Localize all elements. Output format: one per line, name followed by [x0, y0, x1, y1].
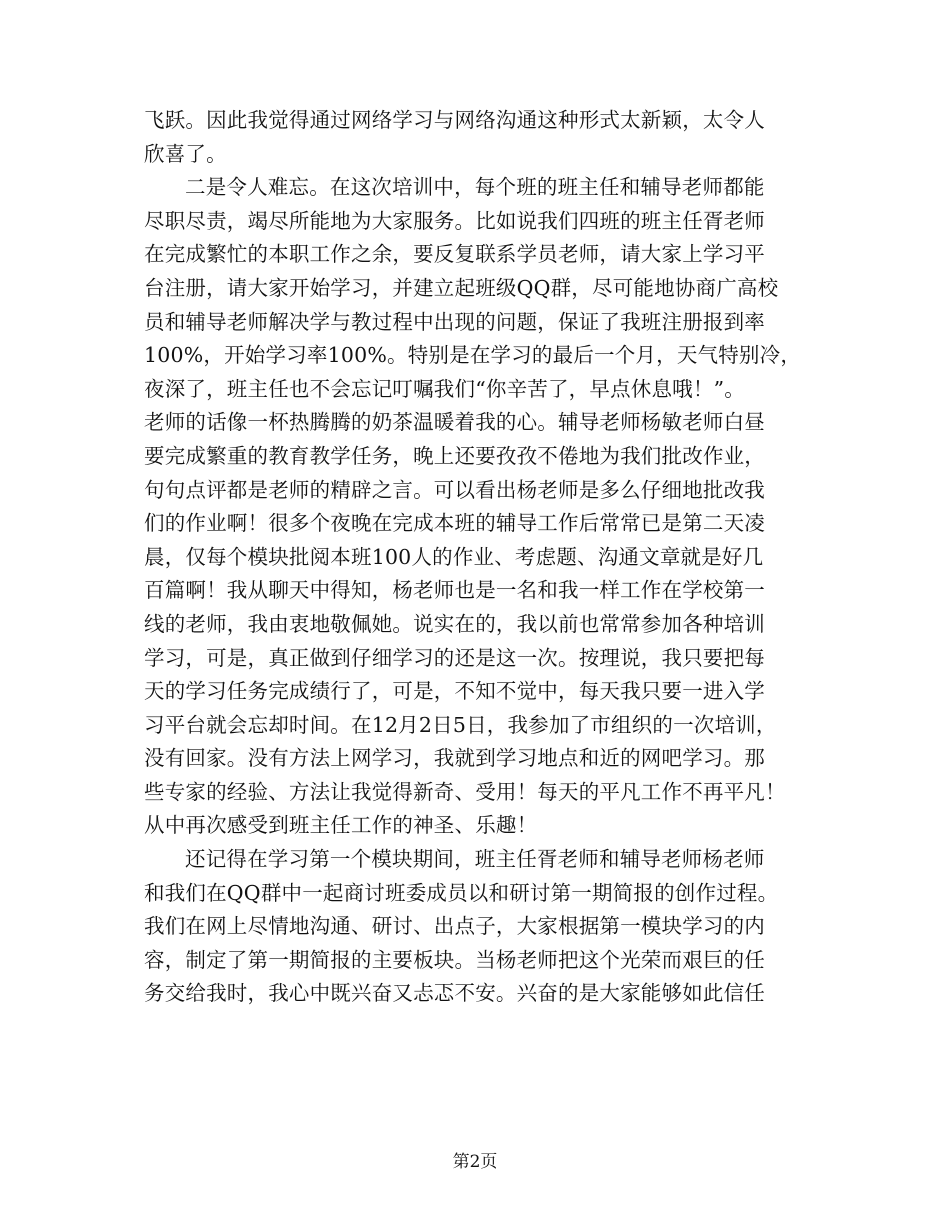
text-line: 晨，仅每个模块批阅本班100人的作业、考虑题、沟通文章就是好几: [144, 544, 764, 569]
text-line: 句句点评都是老师的精辟之言。可以看出杨老师是多么仔细地批改我: [144, 477, 765, 502]
text-line: 飞跃。因此我觉得通过网络学习与网络沟通这种形式太新颖，太令人: [144, 108, 765, 132]
text-line: 夜深了，班主任也不会忘记叮嘱我们“你辛苦了，早点休息哦！”。: [144, 376, 745, 401]
text-line: 容，制定了第一期简报的主要板块。当杨老师把这个光荣而艰巨的任: [144, 947, 765, 972]
text-line: 台注册，请大家开始学习，并建立起班级QQ群，尽可能地协商广高校: [144, 275, 779, 300]
text-line: 我们在网上尽情地沟通、研讨、出点子，大家根据第一模块学习的内: [144, 914, 765, 939]
text-line: 老师的话像一杯热腾腾的奶茶温暖着我的心。辅导老师杨敏老师白昼: [144, 410, 765, 435]
text-line: 习平台就会忘却时间。在12月2日5日，我参加了市组织的一次培训，: [144, 712, 777, 737]
text-line: 100%，开始学习率100%。特别是在学习的最后一个月，天气特别冷，: [144, 343, 802, 368]
text-line: 要完成繁重的教育教学任务，晚上还要孜孜不倦地为我们批改作业，: [144, 443, 765, 468]
text-line: 尽职尽责，竭尽所能地为大家服务。比如说我们四班的班主任胥老师: [144, 208, 765, 233]
text-line: 没有回家。没有方法上网学习，我就到学习地点和近的网吧学习。那: [144, 746, 765, 771]
text-line: 员和辅导老师解决学与教过程中出现的问题，保证了我班注册报到率: [144, 309, 765, 334]
text-line: 百篇啊！我从聊天中得知，杨老师也是一名和我一样工作在学校第一: [144, 578, 765, 603]
text-line: 在完成繁忙的本职工作之余，要反复联系学员老师，请大家上学习平: [144, 242, 765, 267]
text-line: 些专家的经验、方法让我觉得新奇、受用！每天的平凡工作不再平凡！: [144, 779, 786, 804]
text-line: 欣喜了。: [144, 141, 227, 166]
text-line: 学习，可是，真正做到仔细学习的还是这一次。按理说，我只要把每: [144, 645, 765, 670]
text-line: 务交给我时，我心中既兴奋又忐忑不安。兴奋的是大家能够如此信任: [144, 981, 765, 1006]
page-number: 第2页: [452, 1152, 498, 1172]
text-line: 从中再次感受到班主任工作的神圣、乐趣！: [144, 813, 538, 838]
text-line: 和我们在QQ群中一起商讨班委成员以和研讨第一期简报的创作过程。: [144, 880, 779, 905]
text-line: 们的作业啊！很多个夜晚在完成本班的辅导工作后常常已是第二天凌: [144, 511, 765, 536]
text-line: 线的老师，我由衷地敬佩她。说实在的，我以前也常常参加各种培训: [144, 611, 765, 636]
document-body: [144, 104, 814, 1011]
paragraph-start-line: 还记得在学习第一个模块期间，班主任胥老师和辅导老师杨老师: [185, 847, 765, 872]
paragraph-start-line: 二是令人难忘。在这次培训中，每个班的班主任和辅导老师都能: [185, 175, 765, 200]
text-line: 天的学习任务完成绩行了，可是，不知不觉中，每天我只要一进入学: [144, 679, 765, 704]
